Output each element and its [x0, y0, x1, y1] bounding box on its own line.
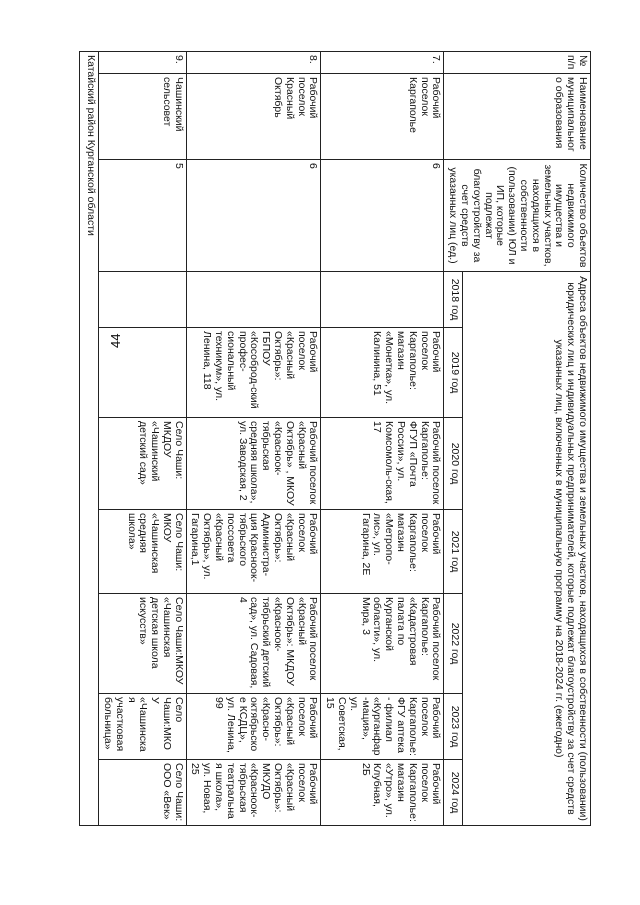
- row-year-cell: Рабочий поселок Каргаполье: магазин «Монетка», ул. Калинина, 51: [321, 328, 444, 418]
- page-number-text: 44: [108, 333, 123, 348]
- header-municipality: Наименование муниципального образования: [444, 74, 591, 160]
- table-row: [321, 52, 444, 826]
- row-num: 8.: [186, 52, 321, 74]
- row-year-cell: Рабочий поселок Каргаполье: ФГУ аптека - филиал «Курганфар-мация», ул. Советская, 15: [321, 694, 444, 760]
- header-count: Количество объектов недвижимого имущества и земельных участков, находящихся в собственности (пользовании) ЮЛ и ИП, которые подлежат благоустройству за счет средств указанных лиц (ед.): [444, 160, 591, 272]
- row-year-cell: Село Чаши: МКОУ «Чашинская средняя школа»: [99, 510, 187, 594]
- row-year-cell: Рабочий поселок «Красный Октябрь»: ГБПОУ «Кособрод-ский профес-сиональный техникум», ул. Ленина, 118: [186, 328, 321, 418]
- row-year-cell: Рабочий поселок Каргаполье: «Кадастровая палата по Курганской области», ул. Мира, 3: [321, 594, 444, 694]
- row-year-cell: [99, 272, 187, 328]
- header-year: 2019 год: [444, 328, 462, 418]
- row-year-cell: Рабочий поселок Каргаполье: магазин «Утро», ул. Клубная, 2Б: [321, 760, 444, 826]
- row-year-cell: Рабочий поселок «Красный Октябрь»: МКДОУ «Красноок-тябрьский детский сад», ул. Садовая, 4: [186, 594, 321, 694]
- row-year-cell: Село Чаши: ООО «Век»: [99, 760, 187, 826]
- header-year: 2022 год: [444, 594, 462, 694]
- row-year-cell: Рабочий поселок Каргаполье: магазин «Метропо-лис», ул. Гагарина, 2Е: [321, 510, 444, 594]
- header-year: 2023 год: [444, 694, 462, 760]
- row-year-cell: [186, 272, 321, 328]
- addresses-table: [79, 51, 591, 826]
- row-year-cell: Рабочий поселок «Красный Октябрь»: МКУДО «Красноок-тябрьская театральная школа», ул. Новая, 25: [186, 760, 321, 826]
- row-year-cell: Рабочий поселок «Красный Октябрь»: «Красно-октябрьское КСДЦ», ул. Ленина, 99: [186, 694, 321, 760]
- row-year-cell: [99, 328, 187, 418]
- row-year-cell: Село Чаши:МКОУ «Чашинская детская школа искусств»: [99, 594, 187, 694]
- row-count: 6: [186, 160, 321, 272]
- row-year-cell: Рабочий поселок Каргаполье: ФГУП «Почта России», ул. Комсомоль-ская, 17: [321, 418, 444, 510]
- row-year-cell: Рабочий поселок «Красный Октябрь»: Администра-ция Красноок-тябрьского поссовета «Красный Октябрь», ул. Гагарина,1: [186, 510, 321, 594]
- row-count: 5: [99, 160, 187, 272]
- rotated-table-container: [79, 51, 591, 826]
- section-title: Катайский район Курганской области: [80, 52, 99, 826]
- header-year: 2018 год: [444, 272, 462, 328]
- header-year: 2020 год: [444, 418, 462, 510]
- row-year-cell: [321, 272, 444, 328]
- table-section-row: [80, 52, 99, 826]
- header-addresses: Адреса объектов недвижимого имущества и земельных участков, находящихся в собственности (пользовании) юридических лиц и индивидуальных предпринимателей, которые подлежат благоустройству за счет средств указанных лиц, включенных в муниципальную программу на 2018-2024 гг. (ежегодно): [462, 272, 590, 826]
- row-year-cell: Рабочий поселок «Красный Октябрь» , МКОУ «Красноок-тябрьская средняя школа», ул. Заводская, 2: [186, 418, 321, 510]
- header-year: 2021 год: [444, 510, 462, 594]
- header-num: № п/п: [444, 52, 591, 74]
- table-row: [186, 52, 321, 826]
- table-row: [99, 52, 187, 826]
- row-count: 6: [321, 160, 444, 272]
- table-header-row: [462, 52, 590, 826]
- row-municipality: Чашинский сельсовет: [99, 74, 187, 160]
- row-municipality: Рабочий поселок Красный Октябрь: [186, 74, 321, 160]
- header-year: 2024 год: [444, 760, 462, 826]
- row-year-cell: Село Чаши:МКОУ «Чашинская участковая больница»: [99, 694, 187, 760]
- row-year-cell: Село Чаши: МКДОУ «Чашинский детский сад»: [99, 418, 187, 510]
- row-num: 9.: [99, 52, 187, 74]
- row-municipality: Рабочий поселок Каргаполье: [321, 74, 444, 160]
- row-num: 7.: [321, 52, 444, 74]
